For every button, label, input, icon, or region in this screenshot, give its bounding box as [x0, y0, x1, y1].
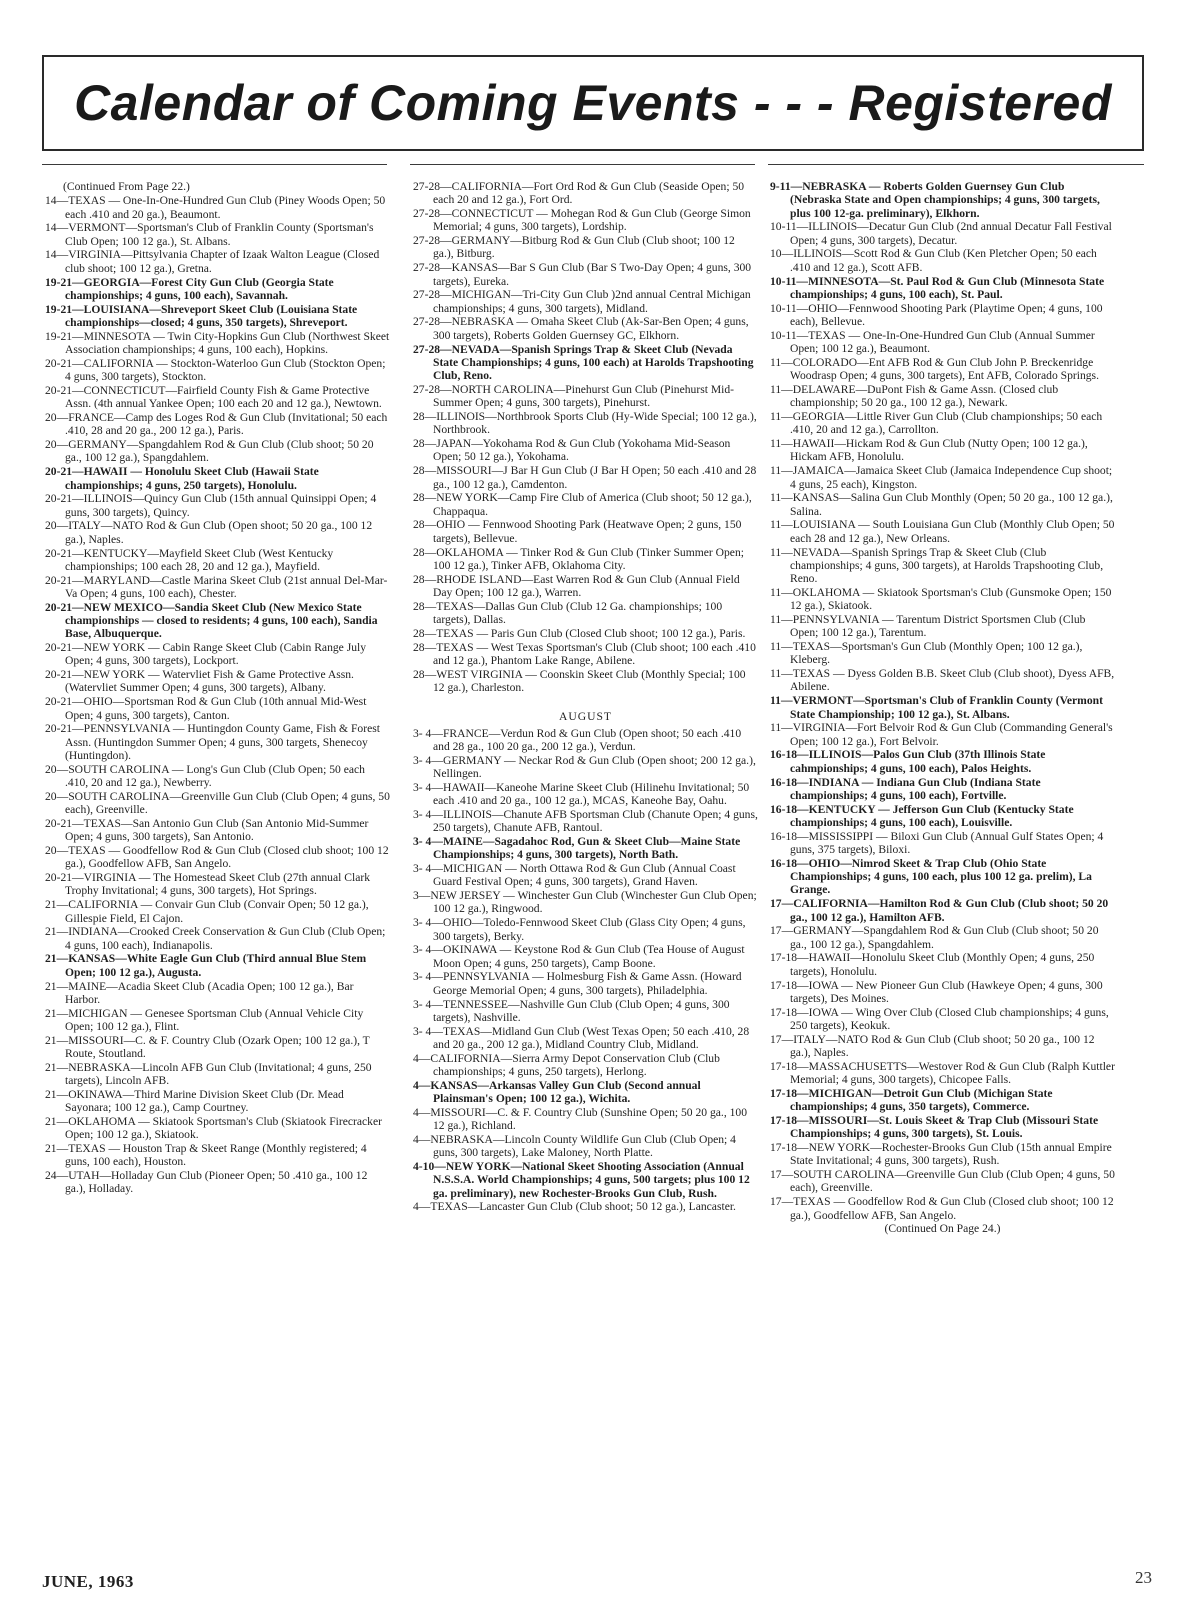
event-entry: 16-18—INDIANA — Indiana Gun Club (Indiana State championships; 4 guns, 100 each), Fortville.: [770, 775, 1041, 802]
event-entry: 10-11—ILLINOIS—Decatur Gun Club (2nd annual Decatur Fall Festival Open; 4 guns, 300 targets), Decatur.: [770, 220, 1112, 247]
event-entry: 16-18—KENTUCKY — Jefferson Gun Club (Kentucky State championships; 4 guns, 100 each), Louisville.: [770, 802, 1074, 829]
event-entry: 21—OKINAWA—Third Marine Division Skeet Club (Dr. Mead Sayonara; 100 12 ga.), Camp Courtney.: [45, 1087, 344, 1115]
month-heading-august: AUGUST: [558, 710, 613, 724]
event-entry: 27-28—NEBRASKA — Omaha Skeet Club (Ak-Sar-Ben Open; 4 guns, 300 targets), Roberts Golden Guernsey GC, Elkhorn.: [413, 315, 749, 342]
event-entry: 14—VERMONT—Sportsman's Club of Franklin County (Sportsman's Club Open; 100 12 ga.), St. Albans.: [45, 221, 374, 248]
event-entry: 11—NEVADA—Spanish Springs Trap & Skeet Club (Club championships; 4 guns, 300 targets), at Harolds Trapshooting Club, Reno.: [770, 545, 1104, 586]
event-entry: 27-28—KANSAS—Bar S Gun Club (Bar S Two-Day Open; 4 guns, 300 targets), Eureka.: [413, 261, 752, 288]
event-entry: 3—NEW JERSEY — Winchester Gun Club (Winchester Gun Club Open; 100 12 ga.), Ringwood.: [413, 889, 757, 916]
page-title: Calendar of Coming Events - - - Registered: [74, 75, 1112, 131]
event-entry: 28—OHIO — Fennwood Shooting Park (Heatwave Open; 2 guns, 150 targets), Bellevue.: [413, 518, 742, 545]
event-entry: 20-21—TEXAS—San Antonio Gun Club (San Antonio Mid-Summer Open; 4 guns, 300 targets), San Antonio.: [45, 816, 369, 844]
event-entry: 3- 4—TENNESSEE—Nashville Gun Club (Club Open; 4 guns, 300 targets), Nashville.: [413, 997, 730, 1024]
event-entry: 3- 4—OKINAWA — Keystone Rod & Gun Club (Tea House of August Moon Open; 4 guns, 250 targets), Camp Boone.: [413, 943, 745, 970]
event-entry: 19-21—LOUISIANA—Shreveport Skeet Club (Louisiana State championships—closed; 4 guns, 350 targets), Shreveport.: [45, 302, 358, 329]
event-entry: 20—TEXAS — Goodfellow Rod & Gun Club (Closed club shoot; 100 12 ga.), Goodfellow AFB, San Angelo.: [45, 844, 389, 871]
event-entry: 20—ITALY—NATO Rod & Gun Club (Open shoot; 50 20 ga., 100 12 ga.), Naples.: [45, 519, 373, 546]
event-entry: 3- 4—MICHIGAN — North Ottawa Rod & Gun Club (Annual Coast Guard Festival Open; 4 guns, 300 targets), Grand Haven.: [413, 862, 736, 889]
event-entry: 4—NEBRASKA—Lincoln County Wildlife Gun Club (Club Open; 4 guns, 300 targets), Lake Maloney, North Platte.: [413, 1132, 736, 1160]
event-entry: 17—ITALY—NATO Rod & Gun Club (Club shoot; 50 20 ga., 100 12 ga.), Naples.: [770, 1032, 1095, 1059]
events-column-2: [413, 180, 758, 1214]
event-entry: 20-21—CONNECTICUT—Fairfield County Fish & Game Protective Assn. (4th annual Yankee Open; 100 each 20 and 12 ga.), Newtown.: [45, 383, 382, 411]
event-entry: 16-18—ILLINOIS—Palos Gun Club (37th Illinois State cahmpionships; 4 guns, 100 each), Palos Heights.: [770, 748, 1046, 775]
event-entry: 10-11—OHIO—Fennwood Shooting Park (Playtime Open; 4 guns, 100 each), Bellevue.: [770, 301, 1103, 328]
event-entry: 21—MAINE—Acadia Skeet Club (Acadia Open; 100 12 ga.), Bar Harbor.: [45, 979, 354, 1006]
event-entry: 20-21—VIRGINIA — The Homestead Skeet Club (27th annual Clark Trophy Invitational; 4 guns, 300 targets), Hot Springs.: [45, 871, 370, 898]
event-entry: 20-21—NEW YORK — Watervliet Fish & Game Protective Assn. (Watervliet Summer Open; 4 guns, 300 targets), Albany.: [45, 668, 354, 695]
event-entry: 17—TEXAS — Goodfellow Rod & Gun Club (Closed club shoot; 100 12 ga.), Goodfellow AFB, San Angelo.: [770, 1195, 1114, 1222]
event-entry: 3- 4—FRANCE—Verdun Rod & Gun Club (Open shoot; 50 each .410 and 28 ga., 100 20 ga., 200 12 ga.), Verdun.: [413, 726, 742, 753]
event-entry: 17—GERMANY—Spangdahlem Rod & Gun Club (Club shoot; 50 20 ga., 100 12 ga.), Spangdahlem.: [770, 924, 1099, 951]
event-entry: 27-28—MICHIGAN—Tri-City Gun Club )2nd annual Central Michigan championships; 4 guns, 300 targets), Midland.: [413, 288, 751, 315]
event-entry: 28—TEXAS—Dallas Gun Club (Club 12 Ga. championships; 100 targets), Dallas.: [413, 599, 723, 626]
event-entry: 20-21—MARYLAND—Castle Marina Skeet Club (21st annual Del-Mar-Va Open; 4 guns, 100 each), Chester.: [45, 573, 388, 600]
event-entry: 21—INDIANA—Crooked Creek Conservation & Gun Club (Club Open; 4 guns, 100 each), Indianapolis.: [45, 925, 386, 952]
event-entry: 4—CALIFORNIA—Sierra Army Depot Conservation Club (Club championships; 4 guns, 250 targets), Herlong.: [413, 1051, 720, 1078]
event-entry: 21—KANSAS—White Eagle Gun Club (Third annual Blue Stem Open; 100 12 ga.), Augusta.: [45, 952, 367, 979]
event-entry: 3- 4—OHIO—Toledo-Fennwood Skeet Club (Glass City Open; 4 guns, 300 targets), Berky.: [413, 916, 746, 943]
event-entry: 20-21—OHIO—Sportsman Rod & Gun Club (10th annual Mid-West Open; 4 guns, 300 targets), Canton.: [45, 695, 367, 722]
event-entry: 27-28—CALIFORNIA—Fort Ord Rod & Gun Club (Seaside Open; 50 each 20 and 12 ga.), Fort Ord.: [413, 180, 745, 207]
event-entry: 20—SOUTH CAROLINA — Long's Gun Club (Club Open; 50 each .410, 20 and 12 ga.), Newberry.: [45, 762, 365, 790]
events-column-3: [770, 180, 1115, 1236]
event-entry: 28—NEW YORK—Camp Fire Club of America (Club shoot; 50 12 ga.), Chappaqua.: [413, 491, 752, 518]
event-entry: 10-11—MINNESOTA—St. Paul Rod & Gun Club (Minnesota State championships; 4 guns, 100 each), St. Paul.: [770, 274, 1105, 301]
event-entry: 4—KANSAS—Arkansas Valley Gun Club (Second annual Plainsman's Open; 100 12 ga.), Wichita.: [413, 1078, 701, 1106]
event-entry: 11—JAMAICA—Jamaica Skeet Club (Jamaica Independence Cup shoot; 4 guns, 25 each), Kingston.: [770, 464, 1113, 491]
event-entry: 28—TEXAS — Paris Gun Club (Closed Club shoot; 100 12 ga.), Paris.: [413, 626, 746, 640]
event-entry: 19-21—MINNESOTA — Twin City-Hopkins Gun Club (Northwest Skeet Association championships; 4 guns, 100 each), Hopkins.: [45, 329, 390, 357]
event-entry: 27-28—GERMANY—Bitburg Rod & Gun Club (Club shoot; 100 12 ga.), Bitburg.: [413, 234, 735, 261]
page-number: 23: [1135, 1568, 1152, 1587]
event-entry: 21—MICHIGAN — Genesee Sportsman Club (Annual Vehicle City Open; 100 12 ga.), Flint.: [45, 1006, 364, 1033]
event-entry: 11—OKLAHOMA — Skiatook Sportsman's Club (Gunsmoke Open; 150 12 ga.), Skiatook.: [770, 585, 1112, 613]
continued-on-note: (Continued On Page 24.): [884, 1222, 1001, 1236]
event-entry: 20—GERMANY—Spangdahlem Rod & Gun Club (Club shoot; 50 20 ga., 100 12 ga.), Spangdahlem.: [45, 438, 374, 465]
event-entry: 17-18—MISSOURI—St. Louis Skeet & Trap Club (Missouri State Championships; 4 guns, 300 targets), St. Louis.: [770, 1113, 1099, 1141]
event-entry: 17-18—IOWA — New Pioneer Gun Club (Hawkeye Open; 4 guns, 300 targets), Des Moines.: [770, 978, 1103, 1005]
event-entry: 3- 4—TEXAS—Midland Gun Club (West Texas Open; 50 each .410, 28 and 20 ga., 200 12 ga.), Midland Country Club, Midland.: [413, 1024, 750, 1051]
event-entry: 14—VIRGINIA—Pittsylvania Chapter of Izaak Walton League (Closed club shoot; 100 12 ga.), Gretna.: [45, 248, 380, 275]
event-entry: 10-11—TEXAS — One-In-One-Hundred Gun Club (Annual Summer Open; 100 12 ga.), Beaumont.: [770, 328, 1095, 356]
event-entry: 3- 4—ILLINOIS—Chanute AFB Sportsman Club (Chanute Open; 4 guns, 250 targets), Chanute AFB, Rantoul.: [413, 807, 758, 835]
title-box: [42, 55, 1144, 151]
event-entry: 17-18—HAWAII—Honolulu Skeet Club (Monthly Open; 4 guns, 250 targets), Honolulu.: [770, 951, 1095, 978]
event-entry: 19-21—GEORGIA—Forest City Gun Club (Georgia State championships; 4 guns, 100 each), Savannah.: [45, 275, 334, 302]
event-entry: 20—FRANCE—Camp des Loges Rod & Gun Club (Invitational; 50 each .410, 28 and 20 ga., 200 12 ga.), Paris.: [45, 411, 388, 438]
event-entry: 11—TEXAS — Dyess Golden B.B. Skeet Club (Club shoot), Dyess AFB, Abilene.: [770, 667, 1115, 694]
event-entry: 10—ILLINOIS—Scott Rod & Gun Club (Ken Pletcher Open; 50 each .410 and 12 ga.), Scott AFB.: [770, 247, 1097, 274]
event-entry: 28—MISSOURI—J Bar H Gun Club (J Bar H Open; 50 each .410 and 28 ga., 100 12 ga.), Camdenton.: [413, 464, 757, 491]
event-entry: 14—TEXAS — One-In-One-Hundred Gun Club (Piney Woods Open; 50 each .410 and 20 ga.), Beaumont.: [45, 194, 386, 221]
event-entry: 20-21—ILLINOIS—Quincy Gun Club (15th annual Quinsippi Open; 4 guns, 300 targets), Quincy.: [45, 492, 377, 519]
event-entry: 28—OKLAHOMA — Tinker Rod & Gun Club (Tinker Summer Open; 100 12 ga.), Tinker AFB, Oklahoma City.: [413, 545, 744, 572]
event-entry: 4—MISSOURI—C. & F. Country Club (Sunshine Open; 50 20 ga., 100 12 ga.), Richland.: [413, 1105, 748, 1133]
event-entry: 17-18—MICHIGAN—Detroit Gun Club (Michigan State championships; 4 guns, 350 targets), Commerce.: [770, 1086, 1053, 1114]
event-entry: 20-21—CALIFORNIA — Stockton-Waterloo Gun Club (Stockton Open; 4 guns, 300 targets), Stockton.: [45, 356, 386, 384]
event-entry: 3- 4—HAWAII—Kaneohe Marine Skeet Club (Hilinehu Invitational; 50 each .410 and 20 ga., 100 12 ga.), MCAS, Kaneohe Bay, Oahu.: [413, 780, 750, 808]
event-entry: 20-21—PENNSYLVANIA — Huntingdon County Game, Fish & Forest Assn. (Huntingdon Summer Open; 4 guns, 300 targets, Shenecoy (Huntingdon).: [45, 722, 380, 762]
issue-date: JUNE, 1963: [42, 1572, 134, 1591]
event-entry: 4-10—NEW YORK—National Skeet Shooting Association (Annual N.S.S.A. World Championships; 4 guns, 500 targets; plus 100 12 ga. preliminary), new Rochester-Brooks Gun Club, Rush.: [413, 1160, 750, 1200]
event-entry: 16-18—MISSISSIPPI — Biloxi Gun Club (Annual Gulf States Open; 4 guns, 375 targets), Biloxi.: [770, 829, 1104, 857]
event-entry: 4—TEXAS—Lancaster Gun Club (Club shoot; 50 12 ga.), Lancaster.: [413, 1200, 736, 1214]
event-entry: 11—COLORADO—Ent AFB Rod & Gun Club John P. Breckenridge Woodrasp Open; 4 guns, 300 targets), Ent AFB, Colorado Springs.: [770, 355, 1099, 383]
event-entry: 3- 4—MAINE—Sagadahoc Rod, Gun & Skeet Club—Maine State Championships; 4 guns, 300 targets), North Bath.: [413, 834, 741, 862]
event-entry: 20-21—NEW YORK — Cabin Range Skeet Club (Cabin Range July Open; 4 guns, 300 targets), Lockport.: [45, 641, 367, 668]
event-entry: 11—VIRGINIA—Fort Belvoir Rod & Gun Club (Commanding General's Open; 100 12 ga.), Fort Belvoir.: [770, 721, 1113, 748]
event-entry: 21—TEXAS — Houston Trap & Skeet Range (Monthly registered; 4 guns, 100 each), Houston.: [45, 1142, 367, 1169]
event-entry: 17—CALIFORNIA—Hamilton Rod & Gun Club (Club shoot; 50 20 ga., 100 12 ga.), Hamilton AFB.: [770, 897, 1109, 924]
event-entry: 27-28—CONNECTICUT — Mohegan Rod & Gun Club (George Simon Memorial; 4 guns, 300 targets), Lordship.: [413, 207, 751, 234]
event-entry: 27-28—NEVADA—Spanish Springs Trap & Skeet Club (Nevada State Championships; 4 guns, 100 each) at Harolds Trapshooting Club, Reno.: [413, 342, 754, 383]
event-entry: 17-18—IOWA — Wing Over Club (Closed Club championships; 4 guns, 250 targets), Keokuk.: [770, 1005, 1109, 1032]
event-entry: 17-18—MASSACHUSETTS—Westover Rod & Gun Club (Ralph Kuttler Memorial; 4 guns, 300 targets), Chicopee Falls.: [770, 1059, 1115, 1087]
event-entry: 24—UTAH—Holladay Gun Club (Pioneer Open; 50 .410 ga., 100 12 ga.), Holladay.: [45, 1169, 368, 1196]
event-entry: 11—DELAWARE—DuPont Fish & Game Assn. (Closed club championship; 50 20 ga., 100 12 ga.), Newark.: [770, 382, 1059, 410]
continued-from-note: (Continued From Page 22.): [63, 180, 190, 193]
event-entry: 20-21—NEW MEXICO—Sandia Skeet Club (New Mexico State championships — closed to residents; 4 guns, 100 each), Sandia Base, Albuquerque.: [45, 600, 378, 641]
event-entry: 28—TEXAS — West Texas Sportsman's Club (Club shoot; 100 each .410 and 12 ga.), Phantom Lake Range, Abilene.: [413, 640, 756, 667]
event-entry: 21—OKLAHOMA — Skiatook Sportsman's Club (Skiatook Firecracker Open; 100 12 ga.), Skiatook.: [45, 1114, 382, 1142]
event-entry: 28—ILLINOIS—Northbrook Sports Club (Hy-Wide Special; 100 12 ga.), Northbrook.: [413, 410, 757, 437]
event-entry: 11—TEXAS—Sportsman's Gun Club (Monthly Open; 100 12 ga.), Kleberg.: [770, 640, 1083, 667]
event-entry: 11—KANSAS—Salina Gun Club Monthly (Open; 50 20 ga., 100 12 ga.), Salina.: [770, 491, 1113, 518]
event-entry: 20-21—KENTUCKY—Mayfield Skeet Club (West Kentucky championships; 100 each 28, 20 and 12 ga.), Mayfield.: [45, 546, 334, 573]
column-divider-rule: [768, 164, 1144, 165]
event-entry: 21—MISSOURI—C. & F. Country Club (Ozark Open; 100 12 ga.), T Route, Stoutland.: [45, 1033, 370, 1060]
event-entry: 11—PENNSYLVANIA — Tarentum District Sportsmen Club (Club Open; 100 12 ga.), Tarentum.: [770, 613, 1086, 640]
event-entry: 20—SOUTH CAROLINA—Greenville Gun Club (Club Open; 4 guns, 50 each), Greenville.: [45, 789, 390, 817]
column-divider-rule: [410, 164, 755, 165]
event-entry: 3- 4—GERMANY — Neckar Rod & Gun Club (Open shoot; 200 12 ga.), Nellingen.: [413, 753, 756, 780]
column-divider-rule: [42, 164, 387, 165]
event-entry: 17—SOUTH CAROLINA—Greenville Gun Club (Club Open; 4 guns, 50 each), Greenville.: [770, 1168, 1115, 1195]
event-entry: 27-28—NORTH CAROLINA—Pinehurst Gun Club (Pinehurst Mid-Summer Open; 4 guns, 300 targets), Pinehurst.: [413, 382, 735, 410]
event-entry: 21—CALIFORNIA — Convair Gun Club (Convair Open; 50 12 ga.), Gillespie Field, El Cajon.: [45, 898, 369, 925]
event-entry: 28—RHODE ISLAND—East Warren Rod & Gun Club (Annual Field Day Open; 100 12 ga.), Warren.: [413, 572, 740, 599]
event-entry: 28—JAPAN—Yokohama Rod & Gun Club (Yokohama Mid-Season Open; 50 12 ga.), Yokohama.: [413, 437, 731, 464]
events-column-1: [45, 180, 390, 1196]
event-entry: 28—WEST VIRGINIA — Coonskin Skeet Club (Monthly Special; 100 12 ga.), Charleston.: [413, 667, 746, 694]
event-entry: 20-21—HAWAII — Honolulu Skeet Club (Hawaii State championships; 4 guns, 250 targets), Honolulu.: [45, 465, 319, 492]
event-entry: 9-11—NEBRASKA — Roberts Golden Guernsey Gun Club (Nebraska State and Open championships; 4 guns, 300 targets, plus 100 12-ga. preliminary), Elkhorn.: [770, 180, 1100, 220]
event-entry: 3- 4—PENNSYLVANIA — Holmesburg Fish & Game Assn. (Howard George Memorial Open; 4 guns, 300 targets), Philadelphia.: [413, 970, 742, 997]
event-entry: 11—HAWAII—Hickam Rod & Gun Club (Nutty Open; 100 12 ga.), Hickam AFB, Honolulu.: [770, 437, 1088, 464]
event-entry: 17-18—NEW YORK—Rochester-Brooks Gun Club (15th annual Empire State Invitational; 4 guns, 300 targets), Rush.: [770, 1141, 1112, 1168]
event-entry: 21—NEBRASKA—Lincoln AFB Gun Club (Invitational; 4 guns, 250 targets), Lincoln AFB.: [45, 1060, 372, 1088]
event-entry: 11—VERMONT—Sportsman's Club of Franklin County (Vermont State Championship; 100 12 ga.), St. Albans.: [770, 694, 1103, 721]
event-entry: 16-18—OHIO—Nimrod Skeet & Trap Club (Ohio State Championships; 4 guns, 100 each, plus 100 12 ga. prelim), La Grange.: [770, 856, 1092, 897]
event-entry: 11—GEORGIA—Little River Gun Club (Club championships; 50 each .410, 20 and 12 ga.), Carrollton.: [770, 410, 1103, 437]
event-entry: 11—LOUISIANA — South Louisiana Gun Club (Monthly Club Open; 50 each 28 and 12 ga.), New Orleans.: [770, 518, 1115, 545]
